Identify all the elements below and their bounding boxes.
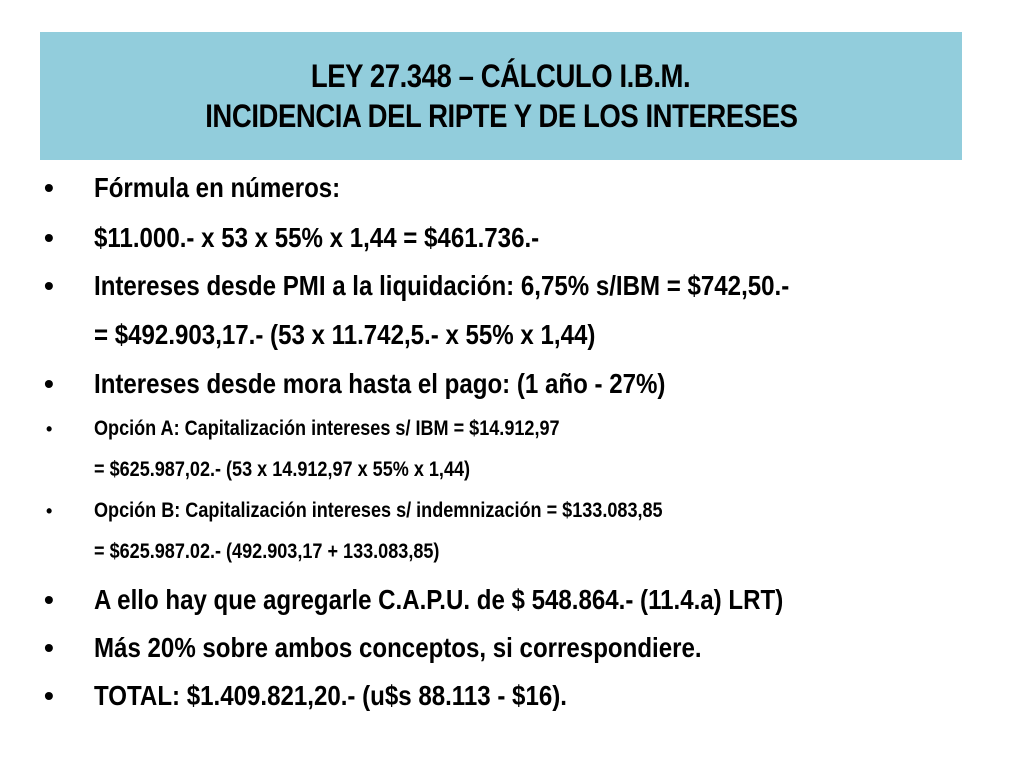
title-line-2: INCIDENCIA DEL RIPTE Y DE LOS INTERESES <box>204 98 798 134</box>
bullet-icon: • <box>44 270 54 301</box>
bullet-icon: • <box>44 368 54 399</box>
list-item-text: Fórmula en números: <box>94 172 341 203</box>
list-item-text: Opción B: Capitalización intereses s/ indemnización = $133.083,85 <box>94 499 663 522</box>
list-item-text: $11.000.- x 53 x 55% x 1,44 = $461.736.- <box>94 222 540 253</box>
bullet-icon: • <box>46 501 53 521</box>
list-item <box>0 583 1024 617</box>
bullet-icon: • <box>44 222 54 253</box>
list-item <box>0 679 1024 713</box>
list-item-text: = $625.987,02.- (53 x 14.912,97 x 55% x 1,44) <box>94 458 471 481</box>
list-item-text: TOTAL: $1.409.821,20.- (u$s 88.113 - $16). <box>94 680 567 711</box>
sub-list-item-continuation <box>0 538 1024 566</box>
bullet-icon: • <box>44 632 54 663</box>
list-item <box>0 171 1024 205</box>
list-item-text: Más 20% sobre ambos conceptos, si correspondiere. <box>94 632 702 663</box>
list-item-text: Opción A: Capitalización intereses s/ IBM = $14.912,97 <box>94 417 560 440</box>
list-item-continuation <box>0 318 1024 352</box>
sub-list-item-continuation <box>0 456 1024 484</box>
bullet-icon: • <box>44 584 54 615</box>
list-item <box>0 367 1024 401</box>
bullet-icon: • <box>44 172 54 203</box>
list-item-text: = $492.903,17.- (53 x 11.742,5.- x 55% x 1,44) <box>94 319 596 350</box>
sub-list-item <box>0 415 1024 443</box>
title-line-1: LEY 27.348 – CÁLCULO I.B.M. <box>311 58 691 94</box>
sub-list-item <box>0 497 1024 525</box>
bullet-icon: • <box>46 419 53 439</box>
list-item <box>0 269 1024 303</box>
bullet-icon: • <box>44 680 54 711</box>
list-item-text: A ello hay que agregarle C.A.P.U. de $ 548.864.- (11.4.a) LRT) <box>94 584 784 615</box>
list-item <box>0 221 1024 255</box>
list-item-text: Intereses desde PMI a la liquidación: 6,75% s/IBM = $742,50.- <box>94 270 790 301</box>
list-item <box>0 631 1024 665</box>
list-item-text: Intereses desde mora hasta el pago: (1 año - 27%) <box>94 368 666 399</box>
list-item-text: = $625.987.02.- (492.903,17 + 133.083,85) <box>94 540 440 563</box>
